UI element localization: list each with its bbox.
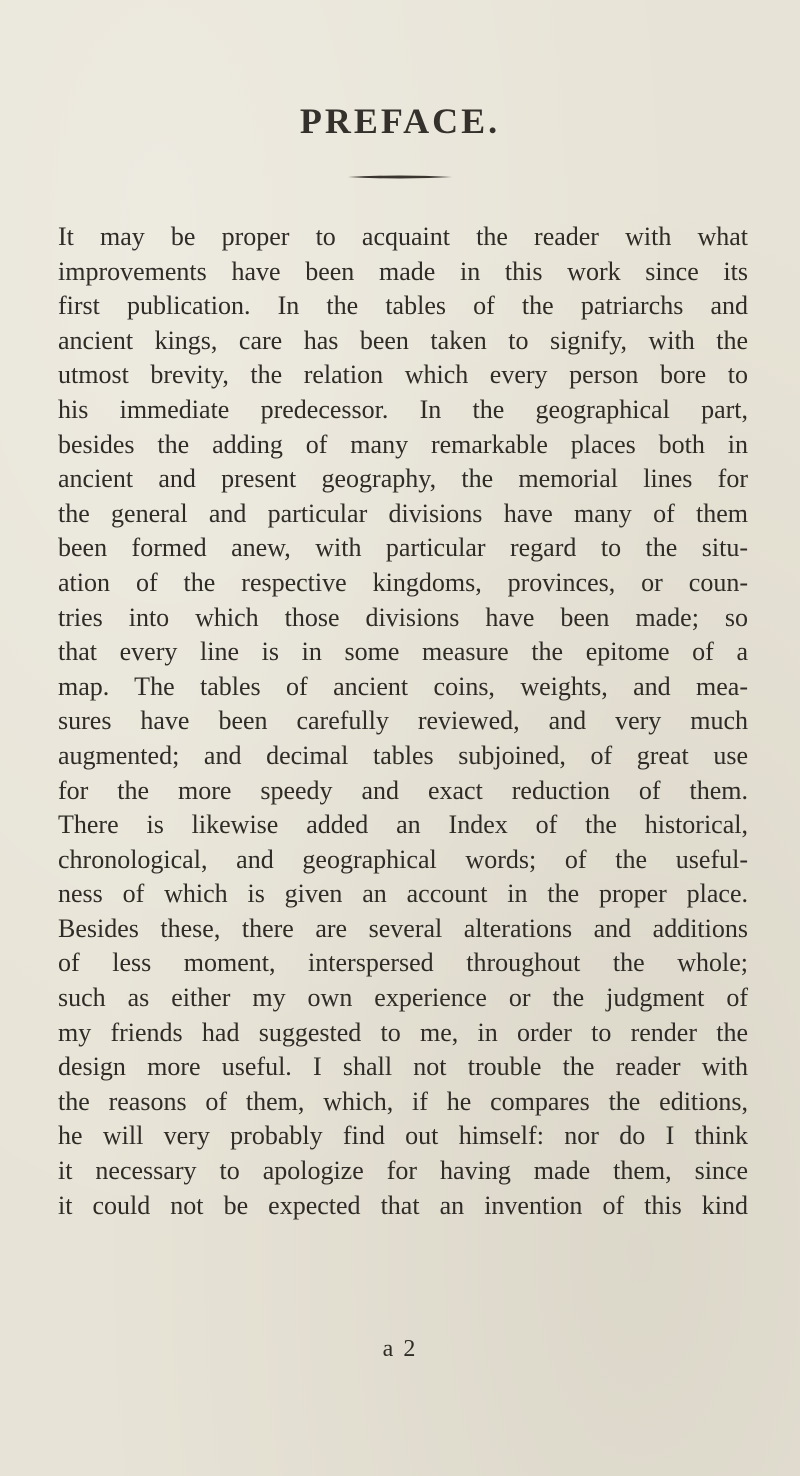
- text-line: utmost brevity, the relation which every person bore to: [58, 360, 748, 390]
- text-line: besides the adding of many remarkable places both in: [58, 429, 748, 459]
- ornamental-rule: [346, 174, 454, 180]
- text-line: Besides these, there are several alterations and additions: [58, 913, 748, 943]
- text-line: first publication. In the tables of the patriarchs and: [58, 291, 748, 321]
- text-line: It may be proper to acquaint the reader with what: [58, 222, 748, 251]
- text-line: improvements have been made in this work since its: [58, 256, 748, 286]
- text-line: map. The tables of ancient coins, weights, and mea-: [58, 671, 748, 701]
- text-line: ness of which is given an account in the proper place.: [58, 879, 748, 909]
- signature-mark: a 2: [382, 1336, 418, 1362]
- text-line: for the more speedy and exact reduction of them.: [58, 775, 748, 805]
- preface-body: [58, 220, 748, 1223]
- text-line: sures have been carefully reviewed, and very much: [58, 706, 748, 736]
- text-line: the reasons of them, which, if he compares the editions,: [58, 1086, 748, 1116]
- text-line: augmented; and decimal tables subjoined, of great use: [58, 740, 748, 770]
- text-line: chronological, and geographical words; of the useful-: [58, 844, 748, 874]
- text-line: tries into which those divisions have been made; so: [58, 602, 748, 632]
- page-title: PREFACE.: [299, 101, 501, 141]
- text-line: been formed anew, with particular regard to the situ-: [58, 533, 748, 563]
- text-line: his immediate predecessor. In the geographical part,: [58, 394, 748, 424]
- text-line: it could not be expected that an invention of this kind: [58, 1190, 748, 1220]
- text-line: my friends had suggested to me, in order to render the: [58, 1017, 748, 1047]
- text-line: such as either my own experience or the judgment of: [58, 983, 748, 1013]
- text-line: ancient kings, care has been taken to signify, with the: [58, 325, 748, 355]
- text-line: design more useful. I shall not trouble the reader with: [58, 1052, 748, 1082]
- text-line: ancient and present geography, the memorial lines for: [58, 464, 748, 494]
- text-line: it necessary to apologize for having made them, since: [58, 1156, 748, 1186]
- text-line: ation of the respective kingdoms, provinces, or coun-: [58, 567, 748, 597]
- text-line: There is likewise added an Index of the historical,: [58, 810, 748, 840]
- text-line: the general and particular divisions have many of them: [58, 498, 748, 528]
- text-line: of less moment, interspersed throughout the whole;: [58, 948, 748, 978]
- text-line: he will very probably find out himself: nor do I think: [58, 1121, 748, 1151]
- text-line: that every line is in some measure the epitome of a: [58, 637, 748, 667]
